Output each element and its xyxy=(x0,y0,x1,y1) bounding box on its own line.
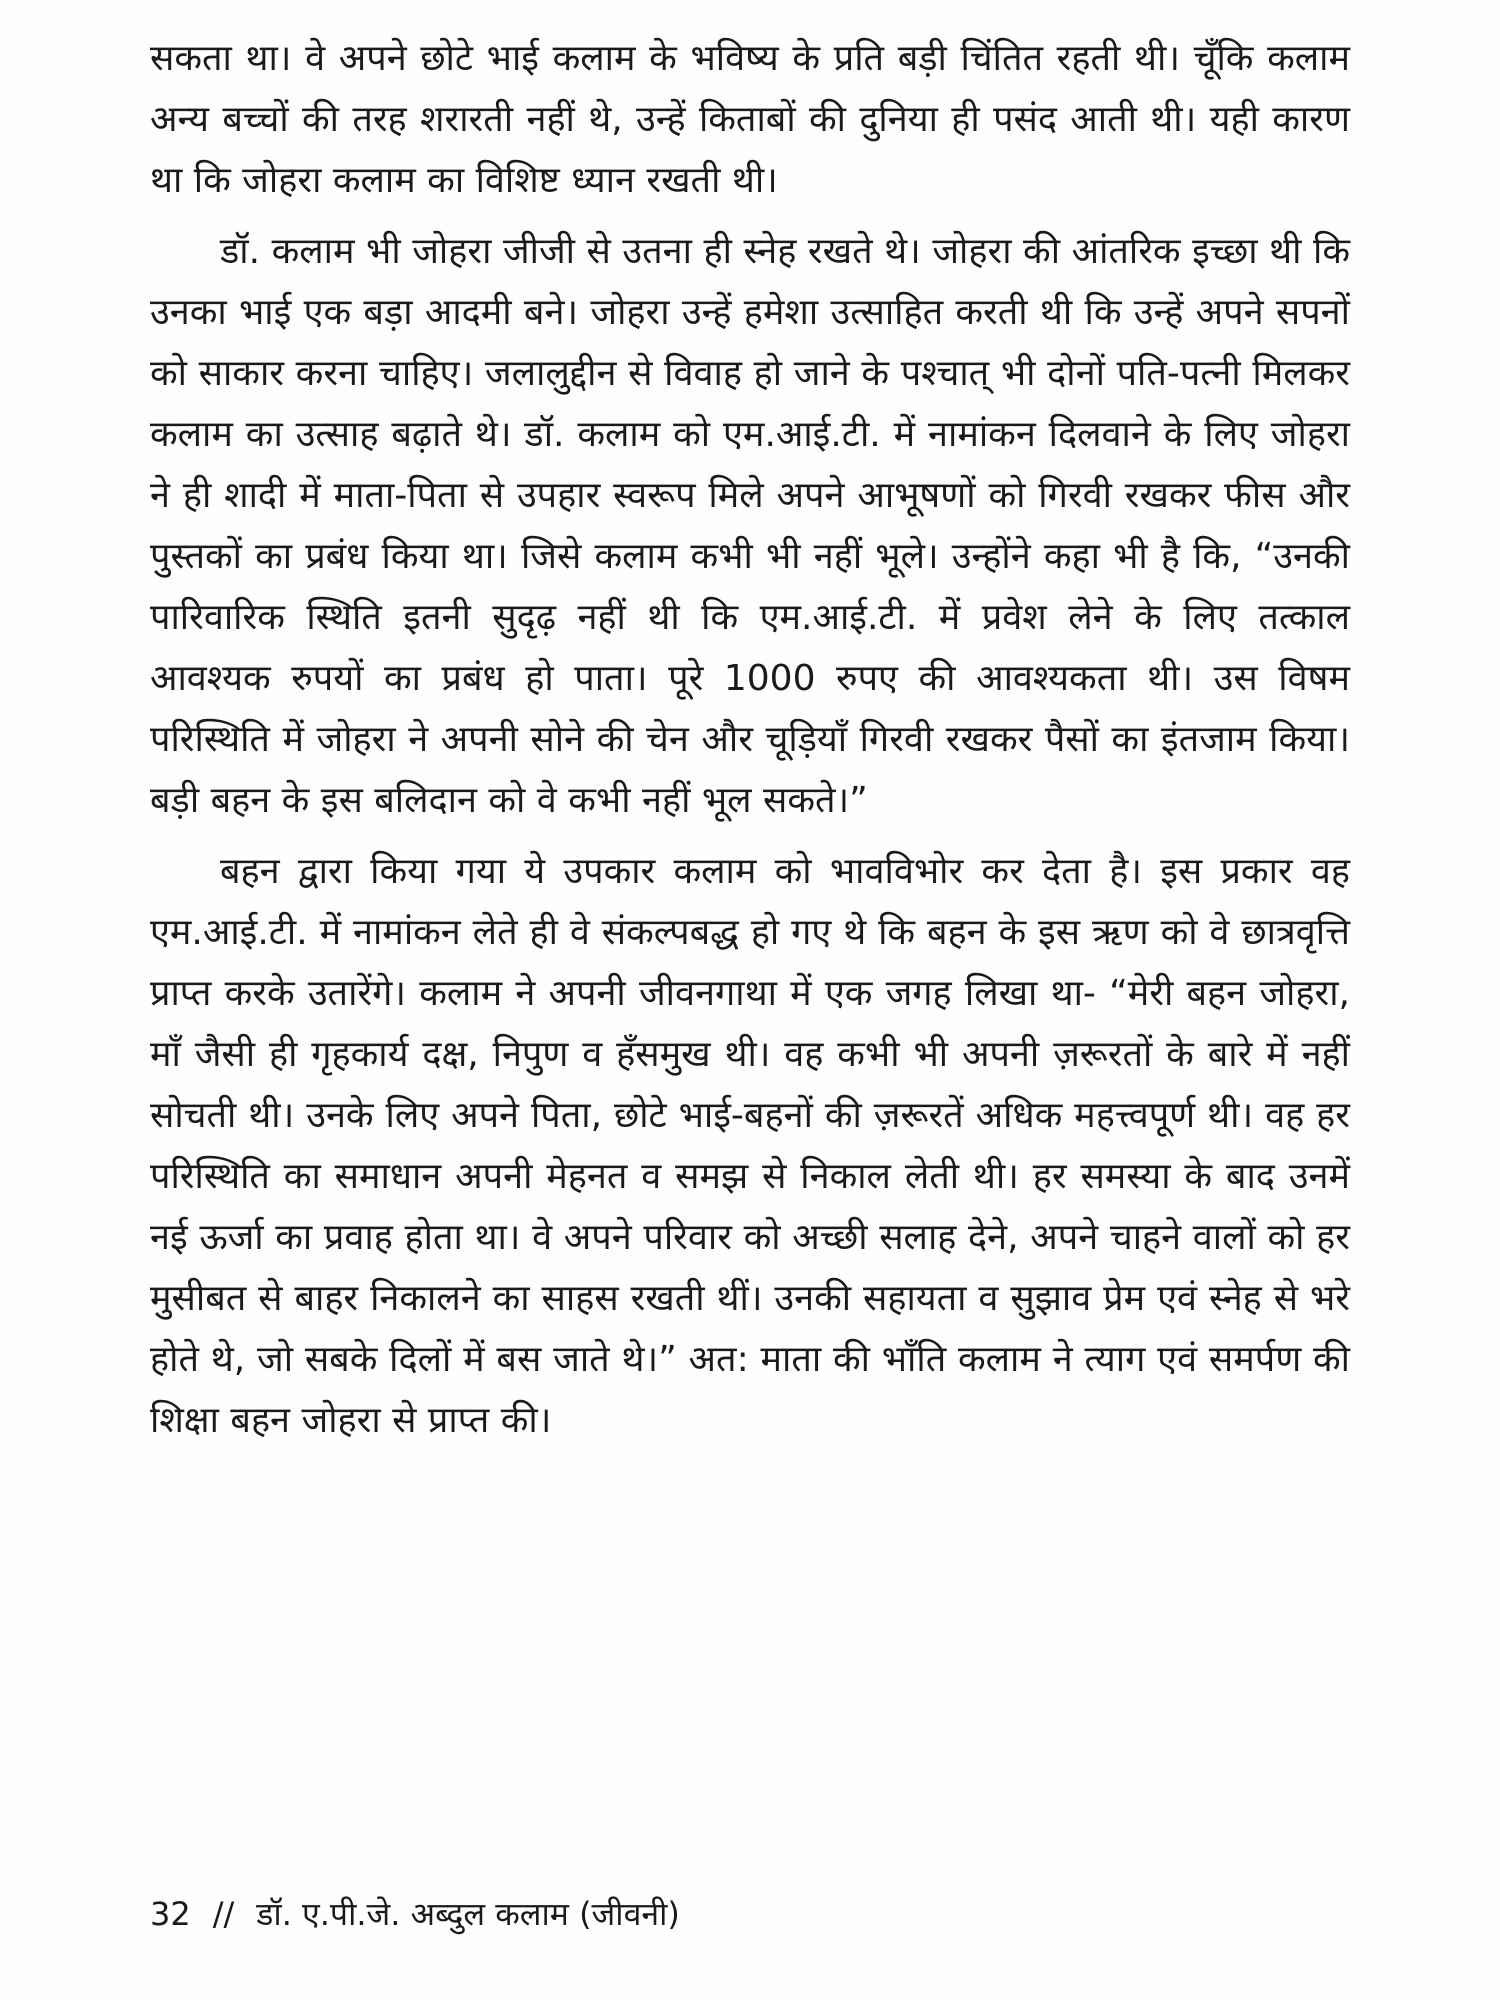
paragraph-sister-sacrifice: बहन द्वारा किया गया ये उपकार कलाम को भावविभोर कर देता है। इस प्रकार वह एम.आई.टी. में नामांकन लेते ही वे संकल्पबद्ध हो गए थे कि बहन के इस ऋण को वे छात्रवृत्ति प्राप्त करके उतारेंगे। कलाम ने अपनी जीवनगाथा में एक जगह लिखा था- “मेरी बहन जोहरा, माँ जैसी ही गृहकार्य दक्ष, निपुण व हँसमुख थी। वह कभी भी अपनी ज़रूरतों के बारे में नहीं सोचती थी। उनके लिए अपने पिता, छोटे भाई-बहनों की ज़रूरतें अधिक महत्त्वपूर्ण थी। वह हर परिस्थिति का समाधान अपनी मेहनत व समझ से निकाल लेती थी। हर समस्या के बाद उनमें नई ऊर्जा का प्रवाह होता था। वे अपने परिवार को अच्छी सलाह देने, अपने चाहने वालों को हर मुसीबत से बाहर निकालने का साहस रखती थीं। उनकी सहायता व सुझाव प्रेम एवं स्नेह से भरे होते थे, जो सबके दिलों में बस जाते थे।” अत: माता की भाँति कलाम ने त्याग एवं समर्पण की शिक्षा बहन जोहरा से प्राप्त की। xyxy=(150,851,1350,1441)
paragraph-continuation: सकता था। वे अपने छोटे भाई कलाम के भविष्य के प्रति बड़ी चिंतित रहती थी। चूँकि कलाम अन्य बच्चों की तरह शरारती नहीं थे, उन्हें किताबों की दुनिया ही पसंद आती थी। यही कारण था कि जोहरा कलाम का विशिष्ट ध्यान रखती थी। xyxy=(150,38,1350,201)
book-title: डॉ. ए.पी.जे. अब्दुल कलाम (जीवनी) xyxy=(256,1895,680,1933)
paragraph-zohra-affection: डॉ. कलाम भी जोहरा जीजी से उतना ही स्नेह रखते थे। जोहरा की आंतरिक इच्छा थी कि उनका भाई एक बड़ा आदमी बने। जोहरा उन्हें हमेशा उत्साहित करती थी कि उन्हें अपने सपनों को साकार करना चाहिए। जलालुद्दीन से विवाह हो जाने के पश्चात् भी दोनों पति-पत्नी मिलकर कलाम का उत्साह बढ़ाते थे। डॉ. कलाम को एम.आई.टी. में नामांकन दिलवाने के लिए जोहरा ने ही शादी में माता-पिता से उपहार स्वरूप मिले अपने आभूषणों को गिरवी रखकर फीस और पुस्तकों का प्रबंध किया था। जिसे कलाम कभी भी नहीं भूले। उन्होंने कहा भी है कि, “उनकी पारिवारिक स्थिति इतनी सुदृढ़ नहीं थी कि एम.आई.टी. में प्रवेश लेने के लिए तत्काल आवश्यक रुपयों का प्रबंध हो पाता। पूरे 1000 रुपए की आवश्यकता थी। उस विषम परिस्थिति में जोहरा ने अपनी सोने की चेन और चूड़ियाँ गिरवी रखकर पैसों का इंतजाम किया। बड़ी बहन के इस बलिदान को वे कभी नहीं भूल सकते।” xyxy=(150,231,1350,821)
page-number: 32 xyxy=(150,1895,191,1933)
body-text xyxy=(150,28,1350,1461)
page-footer xyxy=(150,1892,680,1935)
footer-separator: // xyxy=(212,1895,235,1933)
